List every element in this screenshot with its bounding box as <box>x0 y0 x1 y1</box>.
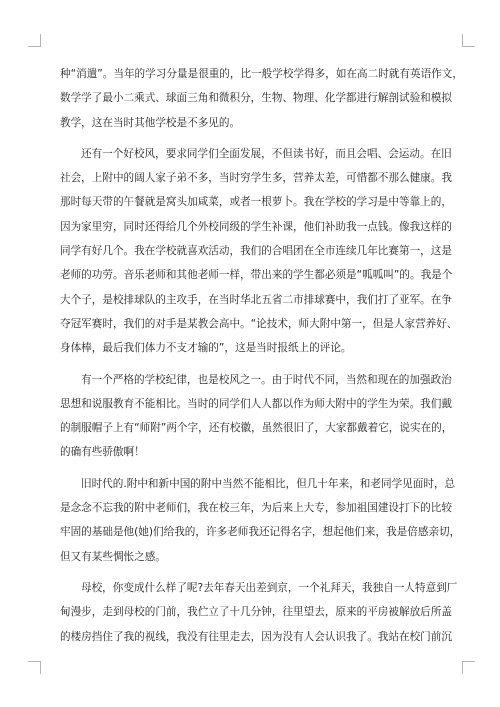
crop-mark-bottom-right <box>462 661 475 674</box>
text-line: 教学，这在当时其他学校是不多见的。 <box>60 116 241 129</box>
paragraph-1 <box>60 62 463 135</box>
text-line: 数学学了最小二乘式、球面三角和微积分，生物、物理、化学都进行解剖试验和模拟 <box>60 92 452 105</box>
paragraph-3 <box>60 368 453 465</box>
text-line: 思想和说服教育不能相比。当时的同学们人人都以作为师大附中的学生为荣。我们戴 <box>60 397 452 410</box>
text-line: 母校，你变成什么样了呢?去年春天出差到京，一个礼拜天，我独自一人特意到厂 <box>81 581 458 594</box>
text-line: 的制服帽子上有“师附”两个字，还有校徽，虽然很旧了，大家都戴着它，说实在的， <box>60 422 453 435</box>
text-line: 牢固的基础是他(她)们给我的，许多老师我还记得名字，想起他们来，我是倍感亲切， <box>60 526 461 539</box>
text-line: 甸漫步，走到母校的门前，我伫立了十几分钟，往里望去，原来的平房被解放后所盖 <box>60 606 452 619</box>
text-line: 有一个严格的学校纪律，也是校风之一。由于时代不同，当然和现在的加强政治 <box>81 373 452 386</box>
text-line: 旧时代的.附中和新中国的附中当然不能相比，但几十年来，和老同学见面时，总 <box>81 477 456 490</box>
document-body <box>60 62 463 649</box>
text-line: 因为家里穷，同时还得给几个外校同级的学生补课，他们补助我一点钱。像我这样的 <box>60 220 452 233</box>
paragraph-4 <box>60 472 461 569</box>
text-line: 的楼房挡住了我的视线，我没有往里走去，因为没有人会认识我了。我站在校门前沉 <box>60 630 452 643</box>
text-line: 身体棒，最后我们体力不支才输的”，这是当时报纸上的评论。 <box>60 342 352 355</box>
text-line: 种“消遣”。当年的学习分量是很重的，比一般学校学得多，如在高二时就有英语作文， <box>60 68 463 80</box>
crop-mark-top-left <box>28 34 41 47</box>
text-line: 那时每天带的午餐就是窝头加咸菜，或者一根萝卜。我在学校的学习是中等靠上的， <box>60 196 452 209</box>
text-line: 还有一个好校风，要求同学们全面发展，不但读书好，而且会唱、会运动。在旧 <box>81 147 452 160</box>
text-line: 但又有某些惆怅之感。 <box>60 550 166 563</box>
text-line: 是念念不忘我的附中老师们，我在校三年，为后来上大专，参加祖国建设打下的比较 <box>60 502 452 515</box>
text-line: 夺冠军赛时，我们的对手是某教会高中。“论技术，师大附中第一，但是人家营养好、 <box>60 317 458 330</box>
text-line: 大个子，是校排球队的主攻手，在当时华北五省二市排球赛中，我们打了亚军。在争 <box>60 293 452 306</box>
paragraph-5 <box>60 576 458 649</box>
crop-mark-top-right <box>462 34 475 47</box>
crop-mark-bottom-left <box>28 661 41 674</box>
paragraph-2 <box>60 142 458 361</box>
text-line: 的确有些骄傲啊！ <box>60 446 145 459</box>
text-line: 老师的功劳。音乐老师和其他老师一样，带出来的学生都必须是“呱呱叫”的。我是个 <box>60 269 453 282</box>
text-line: 同学有好几个。我在学校就喜欢活动，我们的合唱团在全市连续几年比赛第一，这是 <box>60 245 452 258</box>
text-line: 社会，上附中的阔人家子弟不多，当时穷学生多，营养太差，可惜都不那么健康。我 <box>60 172 452 185</box>
